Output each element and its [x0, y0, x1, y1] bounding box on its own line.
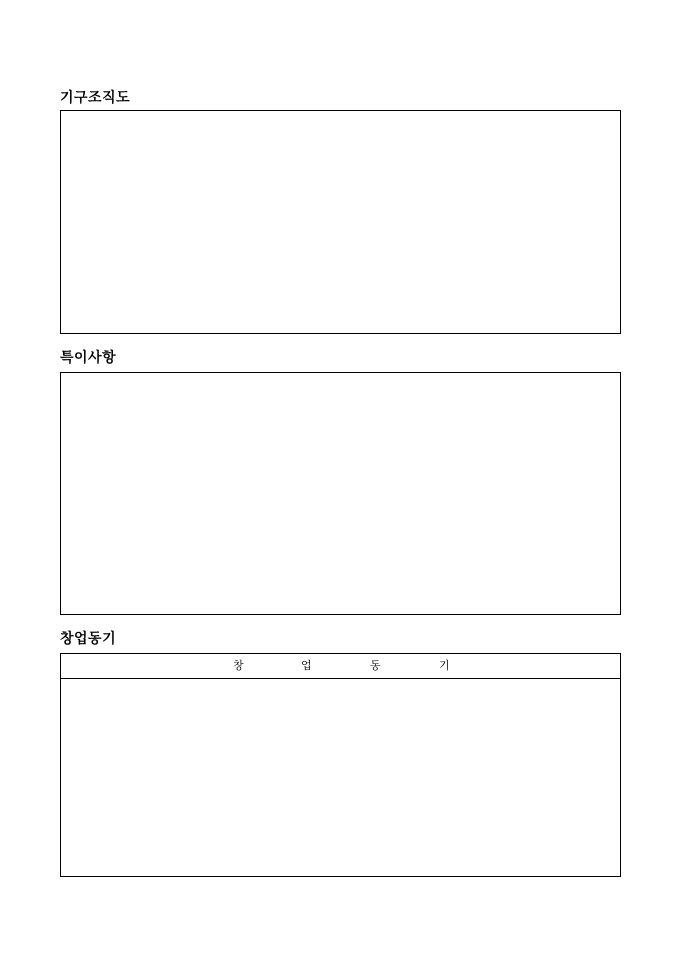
special-notes-title: 특이사항: [60, 350, 117, 366]
header-char: 창: [233, 659, 244, 672]
startup-motive-body[interactable]: [61, 679, 620, 876]
special-notes-box[interactable]: [60, 372, 621, 615]
startup-motive-title: 창업동기: [60, 631, 117, 647]
startup-motive-header-row: [61, 654, 620, 679]
org-chart-box[interactable]: [60, 110, 621, 334]
org-chart-title: 기구조직도: [60, 90, 131, 106]
header-char: 기: [439, 659, 450, 672]
startup-motive-table: [60, 653, 621, 877]
header-char: 동: [370, 659, 381, 672]
header-char: 업: [301, 659, 312, 672]
